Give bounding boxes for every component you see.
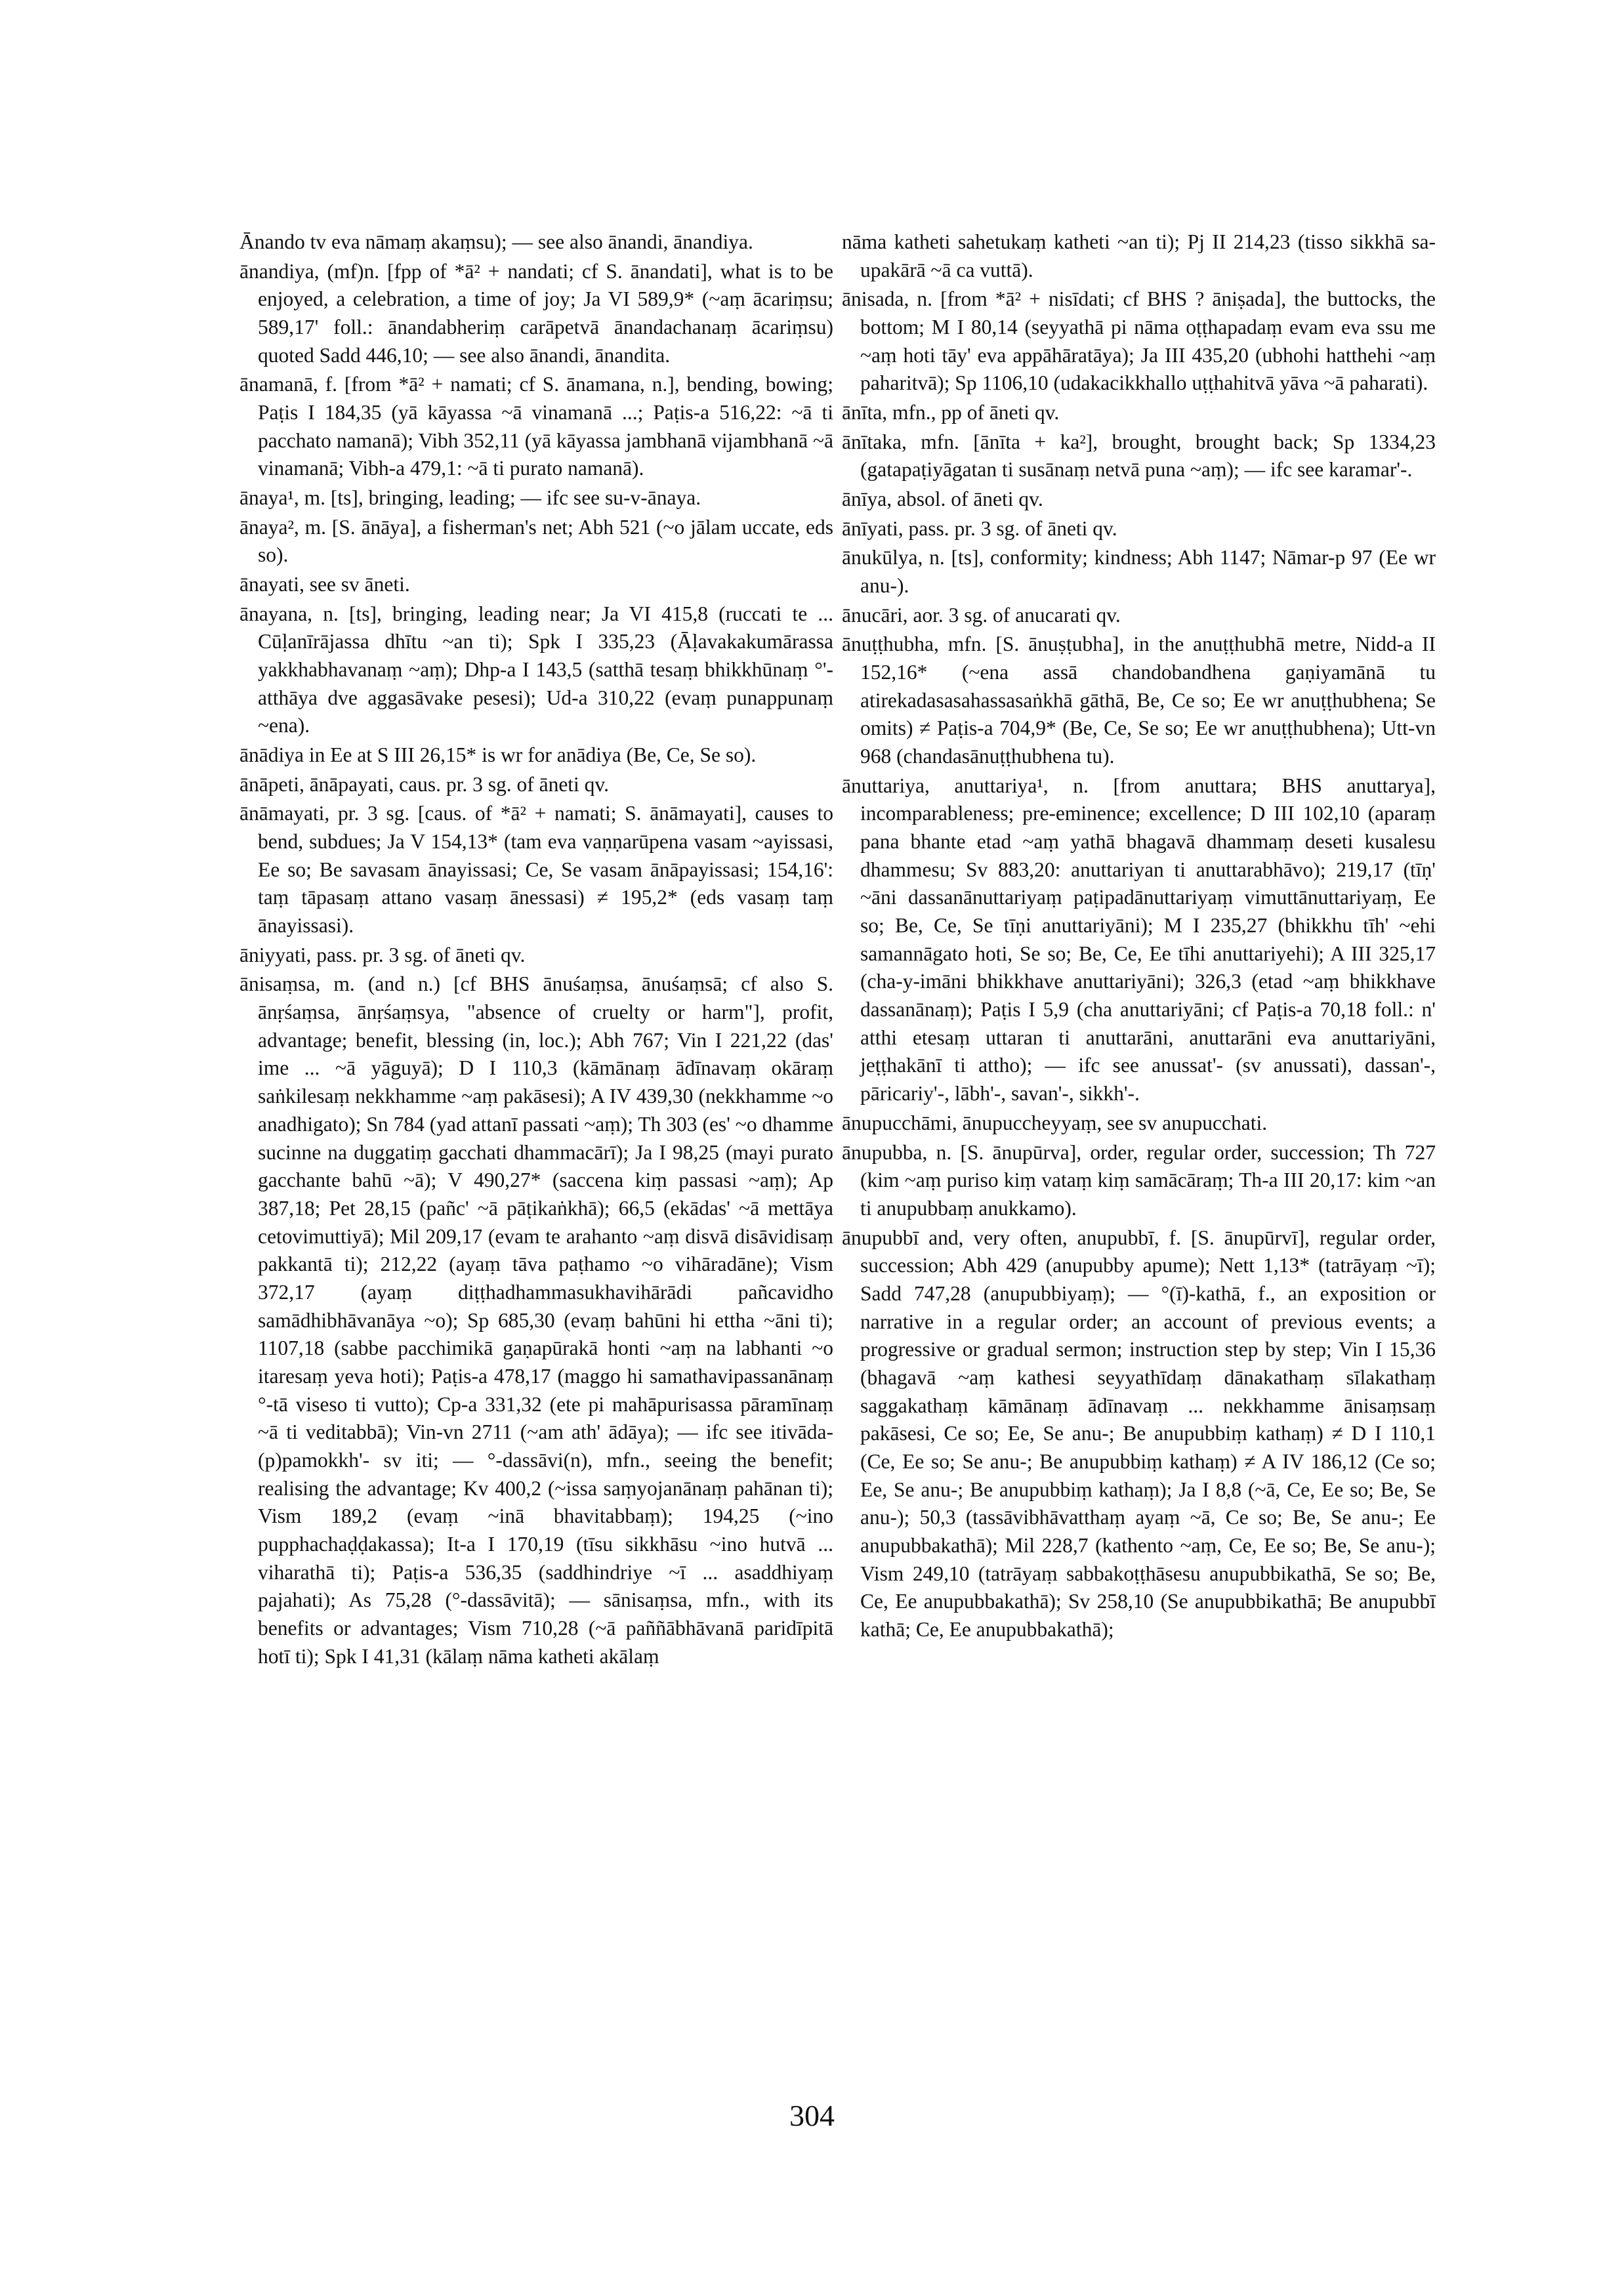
dictionary-entry: ānupubbī and, very often, anupubbī, f. [S. ānupūrvī], regular order, succession; Abh 429 (anupubby apume); Nett 1,13* (tatrāyaṃ ~ī); Sadd 747,28 (anupubbiyaṃ); — °(ī)-kathā, f., an exposition or narrative in a regular order; an account of previous events; a progressive or gradual sermon; instruction step by step; Vin I 15,36 (bhagavā ~aṃ kathesi seyyathīdaṃ dānakathaṃ sīlakathaṃ saggakathaṃ kāmānaṃ ādīnavaṃ ... nekkhamme ānisaṃsaṃ pakāsesi, Ce so; Ee, Se anu-; Be anupubbiṃ kathaṃ) ≠ D I 110,1 (Ce, Ee so; Se anu-; Be anupubbiṃ kathaṃ) ≠ A IV 186,12 (Ce so; Ee, Se anu-; Be anupubbiṃ kathaṃ); Ja I 8,8 (~ā, Ce, Ee so; Be, Se anu-); 50,3 (tassāvibhāvatthaṃ ayaṃ ~ā, Ce so; Be, Se anu-; Ee anupubbakathā); Mil 228,7 (kathento ~aṃ, Ce, Ee so; Be, Se anu-); Vism 249,10 (tatrāyaṃ sabbakoṭṭhāsesu anupubbikathā, Se so; Be, Ce, Ee anupubbakathā); Sv 258,10 (Se anupubbikathā; Be anupubbī kathā; Ce, Ee anupubbakathā);: [842, 1226, 1436, 1641]
dictionary-entry: ānāmayati, pr. 3 sg. [caus. of *ā² + namati; S. ānāmayati], causes to bend, subdues; Ja V 154,13* (tam eva vaṇṇarūpena vasam ~ayissasi, Ee so; Be savasam ānayissasi; Ce, Se vasam ānāpayissasi; 154,16': taṃ tāpasaṃ attano vasaṃ ānessasi) ≠ 195,2* (eds vasaṃ taṃ ānayissasi).: [239, 802, 833, 938]
dictionary-entry: ānukūlya, n. [ts], conformity; kindness; Abh 1147; Nāmar-p 97 (Ee wr anu-).: [842, 546, 1436, 598]
dictionary-entry: ānaya², m. [S. ānāya], a fisherman's net; Abh 521 (~o jālam uccate, eds so).: [239, 515, 833, 567]
dictionary-entry: ānupucchāmi, ānupuccheyyaṃ, see sv anupucchati.: [842, 1111, 1268, 1134]
dictionary-entry: ānandiya, (mf)n. [fpp of *ā² + nandati; cf S. ānandati], what is to be enjoyed, a celebration, a time of joy; Ja VI 589,9* (~aṃ ācariṃsu; 589,17' foll.: ānandabheriṃ carāpetvā ānandachanaṃ ācariṃsu) quoted Sadd 446,10; — see also ānandi, ānandita.: [239, 259, 833, 367]
dictionary-entry: Ānando tv eva nāmaṃ akaṃsu); — see also ānandi, ānandiya.: [239, 230, 753, 253]
dictionary-entry: ānupubba, n. [S. ānupūrva], order, regular order, succession; Th 727 (kim ~aṃ puriso kiṃ vataṃ kiṃ samācāraṃ; Th-a III 20,17: kim ~an ti anupubbaṃ anukkamo).: [842, 1140, 1436, 1220]
left-column: [239, 228, 833, 1670]
dictionary-entry: ānuttariya, anuttariya¹, n. [from anuttara; BHS anuttarya], incomparableness; pre-eminence; excellence; D III 102,10 (aparaṃ pana bhante etad ~aṃ yathā bhagavā dhammaṃ deseti kusalesu dhammesu; Sv 883,20: anuttariyan ti anuttarabhāvo); 219,17 (tīṇ' ~āni dassanānuttariyaṃ paṭipadānuttariyaṃ vimuttānuttariyaṃ, Ee so; Be, Ce, Se tīṇi anuttariyāni); M I 235,27 (bhikkhu tīh' ~ehi samannāgato hoti, Se so; Be, Ce, Ee tīhi anuttariyehi); A III 325,17 (cha-y-imāni bhikkhave anuttariyāni); 326,3 (etad ~aṃ bhikkhave dassanānaṃ); Paṭis I 5,9 (cha anuttariyāni; cf Paṭis-a 70,18 foll.: n' atthi etesaṃ uttaran ti anuttarāni, anuttarāni eva anuttariyāni, jeṭṭhakānī ti attho); — ifc see anussat'- (sv anussati), dassan'-, pāricariy'-, lābh'-, savan'-, sikkh'-.: [842, 774, 1436, 1106]
dictionary-entry: ānayana, n. [ts], bringing, leading near; Ja VI 415,8 (ruccati te ... Cūḷanīrājassa dhītu ~an ti); Spk I 335,23 (Āḷavakakumārassa yakkhabhavanaṃ ~aṃ); Dhp-a I 143,5 (satthā tesaṃ bhikkhūnaṃ °'-atthāya dve aggasāvake pesesi); Ud-a 310,22 (evaṃ punappunaṃ ~ena).: [239, 602, 833, 737]
dictionary-entry: ānuṭṭhubha, mfn. [S. ānuṣṭubha], in the anuṭṭhubhā metre, Nidd-a II 152,16* (~ena assā chandobandhena gaṇiyamānā tu atirekadasasahassasaṅkhā gāthā, Be, Ce so; Ee wr anuṭṭhubhena; Se omits) ≠ Paṭis-a 704,9* (Be, Ce, Se so; Ee wr anuṭṭhubhena); Utt-vn 968 (chandasānuṭṭhubhena tu).: [842, 632, 1436, 768]
dictionary-entry: ānāpeti, ānāpayati, caus. pr. 3 sg. of āneti qv.: [239, 772, 610, 796]
dictionary-entry: ānaya¹, m. [ts], bringing, leading; — ifc see su-v-ānaya.: [239, 486, 701, 510]
dictionary-entry: ānisaṃsa, m. (and n.) [cf BHS ānuśaṃsa, ānuśaṃsā; cf also S. ānṛśaṃsa, ānṛśaṃsya, "absence of cruelty or harm"], profit, advantage; benefit, blessing (in, loc.); Abh 767; Vin I 221,22 (das' ime ... ~ā yāguyā); D I 110,3 (kāmānaṃ ādīnavaṃ okāraṃ saṅkilesaṃ nekkhamme ~aṃ pakāsesi); A IV 439,30 (nekkhamme ~o anadhigato); Sn 784 (yad attanī passati ~aṃ); Th 303 (es' ~o dhamme sucinne na duggatiṃ gacchati dhammacārī); Ja I 98,25 (mayi purato gacchante bahū ~ā); V 490,27* (saccena kiṃ passasi ~aṃ); Ap 387,18; Pet 28,15 (pañc' ~ā pāṭikaṅkhā); 66,5 (ekādas' ~ā mettāya cetovimuttiyā); Mil 209,17 (evam te arahanto ~aṃ disvā disāvidisaṃ pakkantā ti); 212,22 (ayaṃ tāva paṭhamo ~o vihāradāne); Vism 372,17 (ayaṃ diṭṭhadhammasukhavihārādi pañcavidho samādhibhāvanāya ~o); Sp 685,30 (evaṃ bahūni hi ettha ~āni ti); 1107,18 (sabbe pacchimikā gaṇapūrakā honti ~aṃ na labhanti ~o itaresaṃ yeva hoti); Paṭis-a 478,17 (maggo hi samathavipassanānaṃ °-tā viseso ti vutto); Cp-a 331,32 (ete pi mahāpurisassa pāramīnaṃ ~ā ti veditabbā); Vin-vn 2711 (~am ath' ādāya); — ifc see itivāda-(p)pamokkh'- sv iti; — °-dassāvi(n), mfn., seeing the benefit; realising the advantage; Kv 400,2 (~issa saṃyojanānaṃ pahānan ti); Vism 189,2 (evaṃ ~inā bhavitabbaṃ); 194,25 (~ino pupphachaḍḍakassa); It-a I 170,19 (tīsu sikkhāsu ~ino hutvā ... viharathā ti); Paṭis-a 536,35 (saddhindriye ~ī ... asaddhiyaṃ pajahati); As 75,28 (°-dassāvitā); — sānisaṃsa, mfn., with its benefits or advantages; Vism 710,28 (~ā paññābhāvanā paridīpitā hotī ti); Spk I 41,31 (kālaṃ nāma katheti akālaṃ: [239, 972, 833, 1668]
dictionary-entry: ānādiya in Ee at S III 26,15* is wr for anādiya (Be, Ce, Se so).: [239, 743, 757, 767]
dictionary-entry: nāma katheti sahetukaṃ katheti ~an ti); Pj II 214,23 (tisso sikkhā sa-upakārā ~ā ca vuttā).: [842, 230, 1436, 281]
dictionary-entry: ānayati, see sv āneti.: [239, 573, 410, 596]
dictionary-entry: ānīyati, pass. pr. 3 sg. of āneti qv.: [842, 516, 1117, 540]
dictionary-entry: ānīya, absol. of āneti qv.: [842, 487, 1043, 511]
dictionary-entry: ānīta, mfn., pp of āneti qv.: [842, 401, 1060, 424]
dictionary-entry: ānisada, n. [from *ā² + nisīdati; cf BHS ? āniṣada], the buttocks, the bottom; M I 80,14 (seyyathā pi nāma oṭṭhapadaṃ evam eva ssu me ~aṃ hoti tāy' eva appāhāratāya); Ja III 435,20 (ubhohi hatthehi ~aṃ paharitvā); Sp 1106,10 (udakacikkhallo uṭṭhahitvā yāva ~ā paharati).: [842, 287, 1436, 395]
dictionary-entry: ānītaka, mfn. [ānīta + ka²], brought, brought back; Sp 1334,23 (gatapaṭiyāgatan ti susānaṃ netvā puna ~aṃ); — ifc see karamar'-.: [842, 430, 1436, 482]
dictionary-entry: āniyyati, pass. pr. 3 sg. of āneti qv.: [239, 943, 526, 966]
right-column: [842, 228, 1436, 1644]
dictionary-entry: ānamanā, f. [from *ā² + namati; cf S. ānamana, n.], bending, bowing; Paṭis I 184,35 (yā kāyassa ~ā vinamanā ...; Paṭis-a 516,22: ~ā ti pacchato namanā); Vibh 352,11 (yā kāyassa jambhanā vijambhanā ~ā vinamanā; Vibh-a 479,1: ~ā ti purato namanā).: [239, 373, 833, 480]
page-number: 304: [789, 2099, 835, 2132]
dictionary-entry: ānucāri, aor. 3 sg. of anucarati qv.: [842, 603, 1121, 627]
